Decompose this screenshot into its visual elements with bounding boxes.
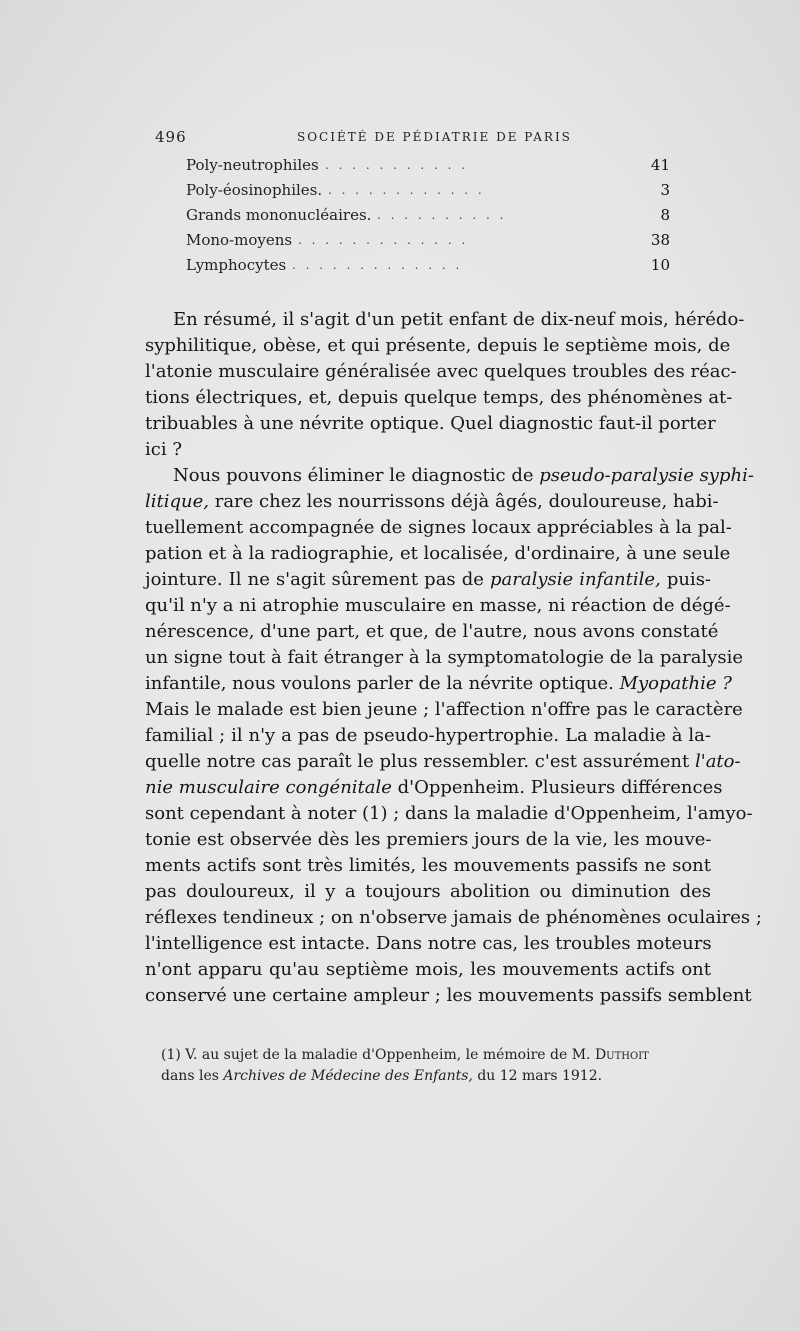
blood-count-label: Poly-éosinophiles. [186, 181, 323, 199]
journal-title: Archives de Médecine des Enfants, [223, 1068, 473, 1084]
paragraph-diagnosis [145, 463, 762, 1009]
blood-count-value: 8 [660, 206, 670, 224]
footnote-line [161, 1066, 711, 1087]
blood-count-value: 10 [650, 256, 670, 274]
author-name: Duthoit [594, 1047, 649, 1063]
italic-term: pseudo-paralysie syphi- [539, 465, 754, 486]
text-line: tions électriques, et, depuis quelque temps, des phénomènes at- [145, 387, 733, 408]
dot-leader: . . . . . . . . . . . [325, 158, 469, 172]
text-line: qu'il n'y a ni atrophie musculaire en masse, ni réaction de dégé- [145, 595, 731, 616]
text-line: familial ; il n'y a pas de pseudo-hypertrophie. La maladie à la- [145, 725, 711, 746]
text-run: jointure. Il ne s'agit sûrement pas de [145, 569, 491, 590]
italic-term: paralysie infantile, [490, 569, 661, 590]
blood-count-list [186, 153, 670, 278]
text-line [145, 749, 741, 775]
blood-count-value: 38 [650, 231, 670, 249]
footnote-line [161, 1045, 711, 1066]
blood-count-label: Mono-moyens [186, 231, 293, 249]
italic-term: l'ato- [694, 751, 741, 772]
text-line: l'atonie musculaire généralisée avec quelques troubles des réac- [145, 361, 737, 382]
paragraph-summary [145, 307, 745, 463]
text-run: rare chez les nourrissons déjà âgés, douloureuse, habi- [209, 491, 719, 512]
text-line: Mais le malade est bien jeune ; l'affection n'offre pas le caractère [145, 699, 743, 720]
blood-count-label: Poly-neutrophiles [186, 156, 319, 174]
dot-leader: . . . . . . . . . . . . . [298, 233, 469, 247]
text-line [145, 463, 754, 489]
blood-count-row [186, 253, 670, 278]
text-line: tribuables à une névrite optique. Quel diagnostic faut-il porter [145, 413, 716, 434]
text-line: tonie est observée dès les premiers jours de la vie, les mouve- [145, 829, 712, 850]
page-number: 496 [155, 128, 187, 146]
text-line: pation et à la radiographie, et localisée, d'ordinaire, à une seule [145, 543, 731, 564]
blood-count-label: Grands mononucléaires. [186, 206, 372, 224]
text-line: ments actifs sont très limités, les mouvements passifs ne sont [145, 855, 711, 876]
dot-leader: . . . . . . . . . . [377, 208, 507, 222]
blood-count-row [186, 203, 670, 228]
text-run: d'Oppenheim. Plusieurs différences [391, 777, 723, 798]
blood-count-row [186, 153, 670, 178]
text-line: un signe tout à fait étranger à la symptomatologie de la paralysie [145, 647, 743, 668]
text-line: l'intelligence est intacte. Dans notre cas, les troubles moteurs [145, 933, 712, 954]
italic-term: Myopathie ? [619, 673, 732, 694]
text-line: n'ont apparu qu'au septième mois, les mouvements actifs ont [145, 959, 711, 980]
italic-term: litique, [145, 491, 209, 512]
text-run: puis- [660, 569, 712, 590]
text-line: En résumé, il s'agit d'un petit enfant de dix-neuf mois, hérédo- [173, 309, 745, 330]
text-line: ici ? [145, 439, 182, 460]
text-line: réflexes tendineux ; on n'observe jamais de phénomènes oculaires ; [145, 907, 762, 928]
text-run: quelle notre cas paraît le plus ressembler. c'est assurément [145, 751, 695, 772]
footnote [161, 1045, 711, 1087]
text-line [145, 671, 732, 697]
text-line [145, 489, 719, 515]
text-line: tuellement accompagnée de signes locaux appréciables à la pal- [145, 517, 732, 538]
text-run: dans les [161, 1068, 224, 1084]
running-title: SOCIÉTÉ DE PÉDIATRIE DE PARIS [297, 130, 572, 144]
body-text [145, 307, 762, 1009]
text-line: sont cependant à noter (1) ; dans la maladie d'Oppenheim, l'amyo- [145, 803, 753, 824]
text-run: Nous pouvons éliminer le diagnostic de [173, 465, 540, 486]
italic-term: nie musculaire congénitale [145, 777, 392, 798]
blood-count-value: 3 [660, 181, 670, 199]
text-line: syphilitique, obèse, et qui présente, depuis le septième mois, de [145, 335, 731, 356]
blood-count-row [186, 228, 670, 253]
dot-leader: . . . . . . . . . . . . . [292, 258, 463, 272]
text-line: conservé une certaine ampleur ; les mouvements passifs semblent [145, 985, 752, 1006]
dot-leader: . . . . . . . . . . . . [328, 183, 485, 197]
text-line: pas douloureux, il y a toujours abolition ou diminution des [145, 881, 711, 902]
text-run: du 12 mars 1912. [472, 1068, 603, 1084]
text-line: nérescence, d'une part, et que, de l'autre, nous avons constaté [145, 621, 719, 642]
blood-count-label: Lymphocytes [186, 256, 287, 274]
text-line [145, 567, 711, 593]
blood-count-row [186, 178, 670, 203]
blood-count-value: 41 [650, 156, 670, 174]
text-line [145, 775, 723, 801]
text-run: infantile, nous voulons parler de la névrite optique. [145, 673, 620, 694]
text-run: (1) V. au sujet de la maladie d'Oppenheim, le mémoire de M. [161, 1047, 595, 1063]
